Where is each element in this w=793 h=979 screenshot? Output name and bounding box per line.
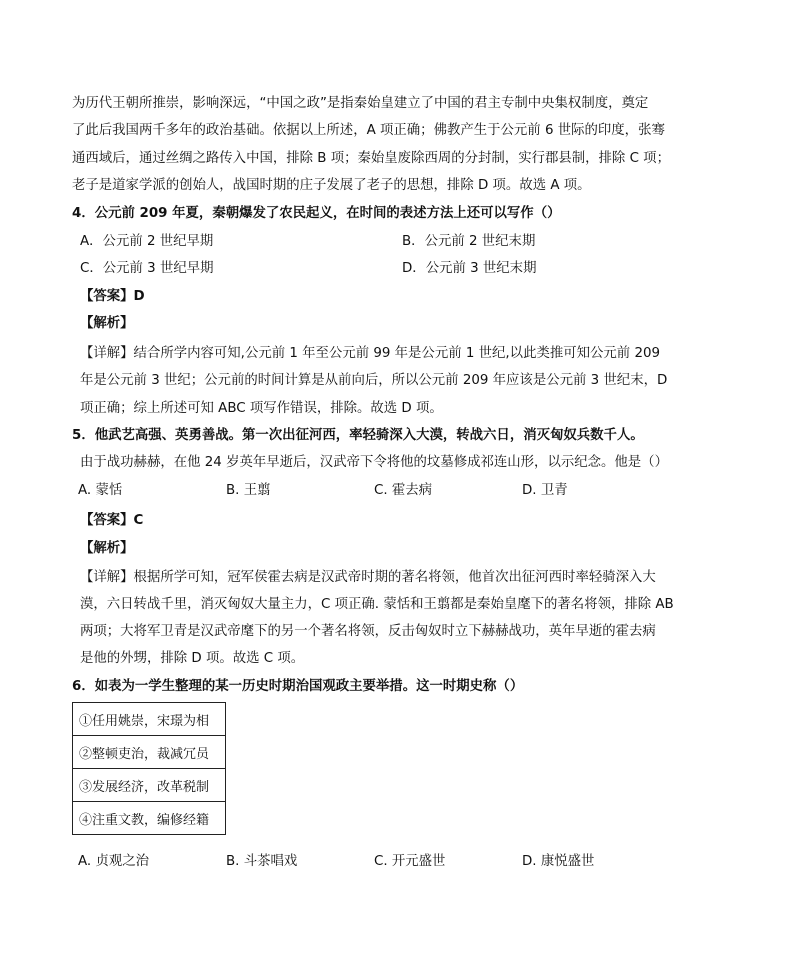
table-cell: ③发展经济，改革税制 — [73, 769, 226, 802]
q5-answer: 【答案】C — [80, 513, 144, 528]
q4-answer: 【答案】D — [80, 289, 145, 304]
q5-stem-line-2: 由于战功赫赫，在他 24 岁英年早逝后，汉武帝下令将他的坟墓修成祁连山形，以示纪念。他是（） — [80, 455, 668, 470]
intro-line-4: 老子是道家学派的创始人，战国时期的庄子发展了老子的思想，排除 D 项。故选 A 项。 — [72, 178, 591, 193]
q5-detail-line-3: 两项；大将军卫青是汉武帝麾下的另一个著名将领，反击匈奴时立下赫赫战功，英年早逝的霍去病 — [80, 624, 656, 639]
q5-detail-line-1: 【详解】根据所学可知，冠军侯霍去病是汉武帝时期的著名将领，他首次出征河西时率轻骑深入大 — [80, 570, 656, 585]
q5-analysis-label: 【解析】 — [80, 541, 134, 556]
q4-detail-line-3: 项正确；综上所述可知 ABC 项写作错误，排除。故选 D 项。 — [80, 401, 443, 416]
q4-option-b: B．公元前 2 世纪末期 — [402, 234, 536, 249]
intro-line-1: 为历代王朝所推崇，影响深远，“中国之政”是指秦始皇建立了中国的君主专制中央集权制度，奠定 — [72, 96, 649, 111]
q5-detail-line-4: 是他的外甥，排除 D 项。故选 C 项。 — [80, 651, 305, 666]
q6-option-a: A. 贞观之治 — [78, 854, 149, 869]
intro-line-2: 了此后我国两千多年的政治基础。依据以上所述，A 项正确；佛教产生于公元前 6 世际的印度，张骞 — [72, 123, 665, 138]
table-row — [73, 802, 226, 835]
table-row — [73, 736, 226, 769]
q6-option-d: D. 康悦盛世 — [522, 854, 595, 869]
q5-stem-line-1: 5．他武艺高强、英勇善战。第一次出征河西，率轻骑深入大漠，转战六日，消灭匈奴兵数千人。 — [72, 428, 644, 443]
q5-option-b: B. 王翦 — [226, 483, 271, 498]
q4-option-c: C．公元前 3 世纪早期 — [80, 261, 214, 276]
q6-option-c: C. 开元盛世 — [374, 854, 446, 869]
table-cell: ①任用姚崇，宋璟为相 — [73, 703, 226, 736]
q4-detail-line-1: 【详解】结合所学内容可知,公元前 1 年至公元前 99 年是公元前 1 世纪,以此类推可知公元前 209 — [80, 346, 661, 361]
q6-option-b: B. 斗茶唱戏 — [226, 854, 298, 869]
q4-detail-line-2: 年是公元前 3 世纪；公元前的时间计算是从前向后，所以公元前 209 年应该是公元前 3 世纪末，D — [80, 373, 668, 388]
q5-option-d: D. 卫青 — [522, 483, 568, 498]
intro-line-3: 通西域后，通过丝绸之路传入中国，排除 B 项；秦始皇废除西周的分封制，实行郡县制，排除 C 项； — [72, 151, 670, 166]
q4-option-d: D．公元前 3 世纪末期 — [402, 261, 537, 276]
table-cell: ④注重文教，编修经籍 — [73, 802, 226, 835]
q6-measures-table — [72, 702, 226, 835]
table-row — [73, 703, 226, 736]
q4-stem: 4．公元前 209 年夏，秦朝爆发了农民起义，在时间的表述方法上还可以写作（） — [72, 206, 561, 221]
q4-analysis-label: 【解析】 — [80, 316, 134, 331]
q5-option-c: C. 霍去病 — [374, 483, 433, 498]
q5-detail-line-2: 漠，六日转战千里，消灭匈奴大量主力，C 项正确. 蒙恬和王翦都是秦始皇麾下的著名将领，排除 AB — [80, 597, 674, 612]
q4-option-a: A．公元前 2 世纪早期 — [80, 234, 214, 249]
q6-stem: 6．如表为一学生整理的某一历史时期治国观政主要举措。这一时期史称（） — [72, 679, 524, 694]
table-row — [73, 769, 226, 802]
table-cell: ②整顿吏治，裁减冗员 — [73, 736, 226, 769]
q5-option-a: A. 蒙恬 — [78, 483, 123, 498]
